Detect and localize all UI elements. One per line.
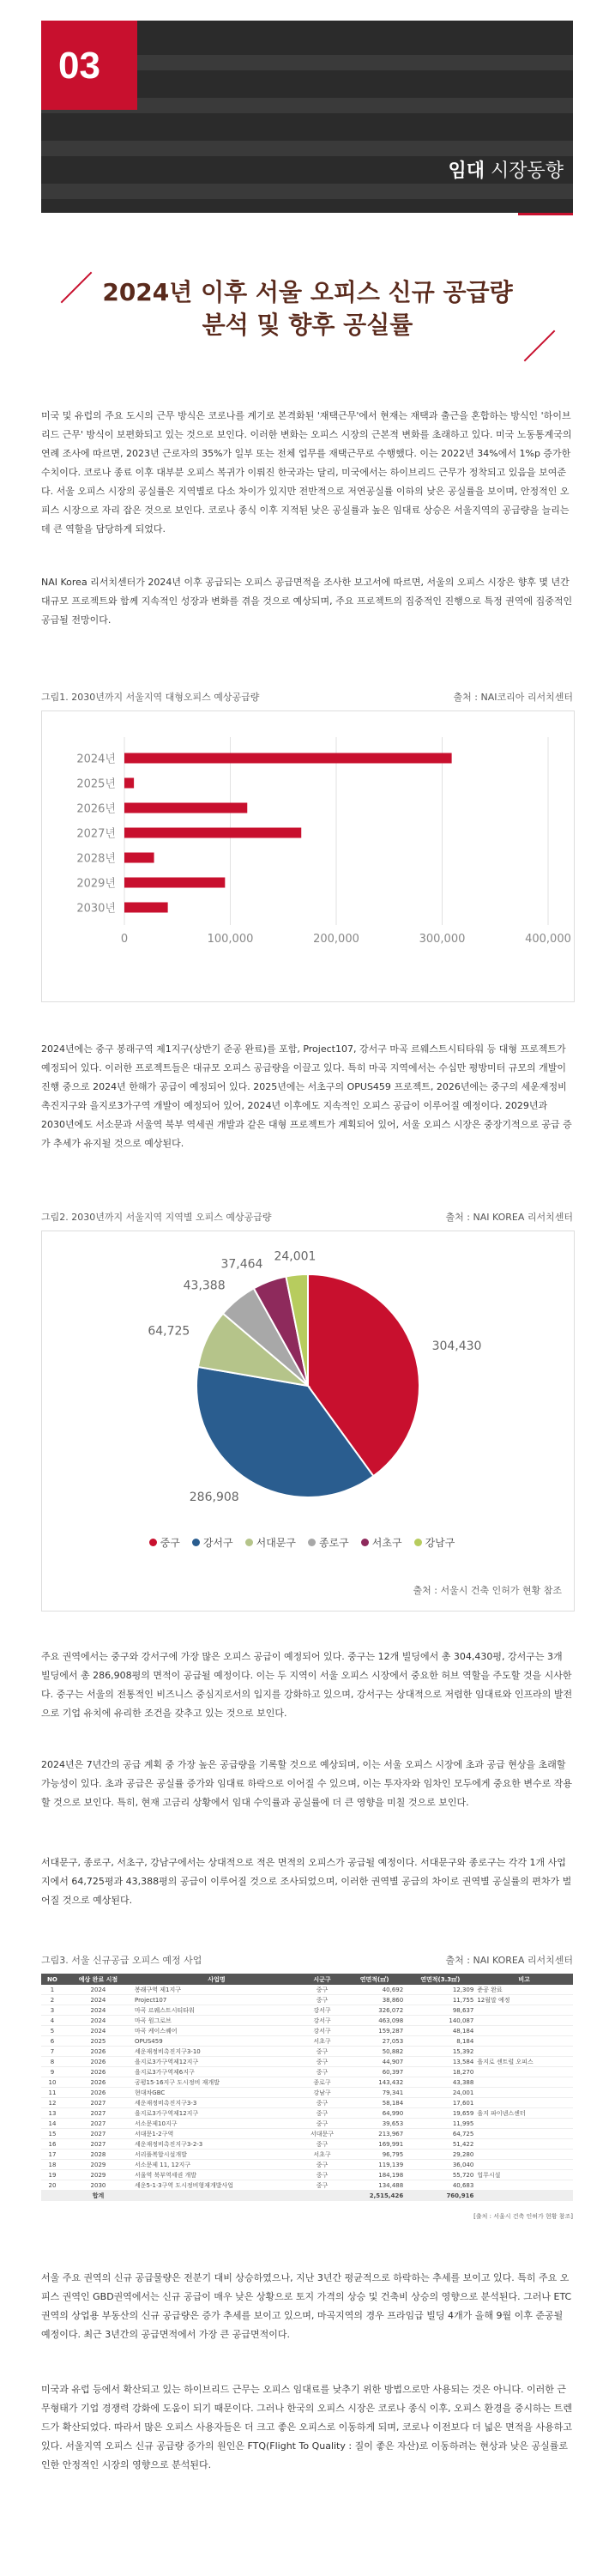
table-cell: 2026 [63,2047,133,2057]
table-cell: 마곡 르웨스트시티타워 [133,2005,300,2016]
table-cell: 2028 [63,2150,133,2160]
table-body [41,1985,573,2201]
table-cell: 을지로 센트럴 오피스 [475,2057,573,2067]
table-cell: 세운재정비촉진지구3-3 [133,2098,300,2108]
header-title-bold: 임대 [448,160,485,182]
table-cell: 463,098 [344,2016,405,2026]
table-cell: 11,995 [405,2119,475,2129]
table-row [41,2036,573,2047]
paragraph-7: 미국과 유럽 등에서 확산되고 있는 하이브리드 근무는 오피스 임대료를 낮추기 위한 방법으로만 사용되는 것은 아니다. 이러한 근무형태가 기업 경쟁력 강화에 도움이 되기 때문이다. 그러나 한국의 오피스 시장은 코로나 종식 이후, 오피스 환경을 중시하는 트렌드가 확산되었다. 따라서 많은 오피스 사용자들은 더 크고 좋은 오피스로 이동하게 되며, 코로나 이전보다 더 넓은 면적을 사용하고 있다. 서울지역 오피스 신규 공급량 증가의 원인은 FTQ(Flight To Quality : 질이 좋은 자산)로 이동하려는 현상과 낮은 공실률로 인한 안정적인 시장의 영향으로 분석된다. [41,2384,572,2470]
table-cell [475,2098,573,2108]
table-row [41,2108,573,2119]
table-cell: 98,637 [405,2005,475,2016]
table-cell [475,2016,573,2026]
paragraph-3: 주요 권역에서는 중구와 강서구에 가장 많은 오피스 공급이 예정되어 있다. 중구는 12개 빌딩에서 총 304,430평, 강서구는 3개 빌딩에서 총 286,908평의 면적이 공급될 예정이다. 이는 두 지역이 서울 오피스 시장에서 중요한 허브 역할을 주도할 것을 시사한다. 중구는 서울의 전통적인 비즈니스 중심지로서의 입지를 강화하고 있으며, 강서구는 상대적으로 저렴한 임대료와 인프라의 발전으로 기업 유치에 유리한 조건을 갖추고 있는 것으로 보인다. [41,1651,573,1719]
legend-label: 서초구 [371,1537,402,1549]
table-cell: 143,432 [344,2077,405,2088]
table-row [41,1985,573,1995]
table-cell: 2027 [63,2098,133,2108]
table-cell: 중구 [300,1995,344,2005]
bar-x-tick-label: 300,000 [419,933,466,946]
table-cell: 8,184 [405,2036,475,2047]
header-title-rest: 시장동향 [484,160,564,182]
figure2-chart-box [41,1231,575,1612]
legend-item [192,1537,233,1549]
table-row [41,2180,573,2191]
table-cell: 16 [41,2139,63,2150]
table-cell: 중구 [300,2108,344,2119]
legend-dot [245,1539,253,1546]
table-cell: 760,916 [405,2191,475,2201]
table-cell: 11,755 [405,1995,475,2005]
table-cell: 을지로3가구역제12지구 [133,2108,300,2119]
figure1-chart-box [41,711,575,1002]
pie-value-label: 43,388 [183,1279,226,1293]
legend-item [308,1537,349,1549]
table-cell: 2 [41,1995,63,2005]
table-cell: 현대차GBC [133,2088,300,2098]
table-row [41,2047,573,2057]
table-cell: 세운5-1·3구역 도시정비형재개발사업 [133,2180,300,2191]
figure1-caption: 그림1. 2030년까지 서울지역 대형오피스 예상공급량 [41,692,260,703]
table-cell [475,2067,573,2077]
legend-label: 강서구 [202,1537,233,1549]
table-row [41,2129,573,2139]
bar-y-tick-label: 2027년 [76,827,116,841]
table-cell: 119,139 [344,2160,405,2170]
table-cell: 중구 [300,2047,344,2057]
figure3-note: [출처 : 서울시 건축 인허가 현황 참조] [473,2213,573,2220]
project-table-wrap [41,1974,573,2201]
bar-y-tick-label: 2026년 [76,802,116,816]
table-row [41,2057,573,2067]
table-cell: 2029 [63,2160,133,2170]
page-title-line-2: 분석 및 향후 공실률 [202,311,413,339]
table-cell: 종로구 [300,2077,344,2088]
table-cell: 1 [41,1985,63,1995]
table-cell: 업무시설 [475,2170,573,2180]
table-cell: 15 [41,2129,63,2139]
table-cell: 184,198 [344,2170,405,2180]
table-row [41,2139,573,2150]
table-cell [475,2160,573,2170]
section-number-badge [41,21,137,110]
table-row [41,2150,573,2160]
table-cell [475,2139,573,2150]
table-cell: 2026 [63,2067,133,2077]
table-row [41,2098,573,2108]
table-cell: 17 [41,2150,63,2160]
figure2-caption: 그림2. 2030년까지 서울지역 지역별 오피스 예상공급량 [41,1212,272,1223]
table-cell: 326,072 [344,2005,405,2016]
table-cell: 세운재정비촉진지구3-10 [133,2047,300,2057]
intro-paragraph-2: NAI Korea 리서치센터가 2024년 이후 공급되는 오피스 공급면적을 조사한 보고서에 따르면, 서울의 오피스 시장은 향후 몇 년간 대규모 프로젝트와 함께 지속적인 성장과 변화를 겪을 것으로 예상되며, 주요 프로젝트의 집중적인 진행으로 특정 권역에 집중적인 공급될 전망이다. [41,577,573,626]
table-cell: 서초구 [300,2150,344,2160]
bar-1 [124,778,134,789]
figure3-source: 출처 : NAI KOREA 리서치센터 [445,1955,573,1966]
figure1-bar-chart [42,711,574,1001]
table-row [41,2026,573,2036]
table-cell: 강서구 [300,2005,344,2016]
table-cell: 13 [41,2108,63,2119]
table-header-cell: 시군구 [300,1974,344,1985]
table-cell: 50,882 [344,2047,405,2057]
table-row [41,1995,573,2005]
table-cell: 2025 [63,2036,133,2047]
table-cell: 159,287 [344,2026,405,2036]
table-row [41,2077,573,2088]
table-cell: 27,053 [344,2036,405,2047]
table-cell: 2024 [63,1995,133,2005]
bar-3 [124,828,301,838]
page-title [0,276,615,342]
table-cell: 합계 [63,2191,133,2201]
legend-item [149,1537,180,1549]
table-cell [475,2191,573,2201]
table-cell: 서울역 북부역세권 개발 [133,2170,300,2180]
table-cell: 4 [41,2016,63,2026]
figure2-pie-chart [42,1231,574,1515]
table-cell: 12,309 [405,1985,475,1995]
table-cell: 준공 완료 [475,1985,573,1995]
table-cell: 2026 [63,2057,133,2067]
table-cell: 169,991 [344,2139,405,2150]
table-row [41,2016,573,2026]
bar-4 [124,853,154,863]
table-cell [475,2026,573,2036]
table-cell: 60,397 [344,2067,405,2077]
table-cell: 38,860 [344,1995,405,2005]
table-cell: 18,270 [405,2067,475,2077]
table-cell: 9 [41,2067,63,2077]
figure3-header [41,1953,573,1967]
table-row [41,2005,573,2016]
table-row [41,2191,573,2201]
bar-0 [124,753,452,764]
table-cell [475,2088,573,2098]
table-row [41,2170,573,2180]
table-cell: 48,184 [405,2026,475,2036]
table-cell: 2024 [63,1985,133,1995]
table-cell: 10 [41,2077,63,2088]
table-header-row [41,1974,573,1985]
table-cell: 중구 [300,2057,344,2067]
table-cell: 봉래구역 제1지구 [133,1985,300,1995]
table-cell [300,2191,344,2201]
table-cell: 24,001 [405,2088,475,2098]
legend-dot [414,1539,422,1546]
table-cell: 7 [41,2047,63,2057]
table-cell: 3 [41,2005,63,2016]
figure3-caption: 그림3. 서울 신규공급 오피스 예정 사업 [41,1955,202,1966]
table-cell: 14 [41,2119,63,2129]
table-cell: 19,659 [405,2108,475,2119]
table-cell: 마곡 케이스퀘어 [133,2026,300,2036]
section-number: 03 [58,45,100,87]
table-cell: 140,087 [405,2016,475,2026]
table-cell: 공평15·16지구 도시정비 재개발 [133,2077,300,2088]
legend-dot [308,1539,316,1546]
table-cell: 서대문구 [300,2129,344,2139]
table-cell: 134,488 [344,2180,405,2191]
table-cell: 서초구 [300,2036,344,2047]
table-row [41,2160,573,2170]
legend-item [414,1537,455,1549]
pie-value-label: 64,725 [148,1324,190,1339]
table-cell: 55,720 [405,2170,475,2180]
bar-y-tick-label: 2029년 [76,877,116,891]
bar-y-tick-label: 2028년 [76,852,116,866]
table-cell: 서소문제 11, 12지구 [133,2160,300,2170]
table-cell: 6 [41,2036,63,2047]
legend-item [361,1537,402,1549]
table-cell [475,2119,573,2129]
table-cell: 세운재정비촉진지구3-2-3 [133,2139,300,2150]
table-cell: 11 [41,2088,63,2098]
table-header-cell: 연면적(3.3㎡) [405,1974,475,1985]
pie-value-label: 37,464 [220,1257,263,1272]
table-cell [41,2191,63,2201]
intro-paragraph-1: 미국 및 유럽의 주요 도시의 근무 방식은 코로나를 계기로 본격화된 '재택근무'에서 현재는 재택과 출근을 혼합하는 방식인 '하이브리드 근무' 방식이 보편화되고 있는 것으로 보인다. 이러한 변화는 오피스 시장의 근본적 변화를 초래하고 있다. 미국 노동통계국의 연례 조사에 따르면, 2023년 근로자의 35%가 일부 또는 전체 업무를 재택근무로 수행했다. 이는 2022년 34%에서 1%p 증가한 수치이다. 코로나 종료 이후 대부분 오피스 복귀가 이뤄진 한국과는 달리, 미국에서는 하이브리드 근무가 정착되고 있음을 보여준다. 서울 오피스 시장의 공실률은 지역별로 다소 차이가 있지만 전반적으로 저연공실률 이하의 낮은 공실률을 보이며, 안정적인 오피스 시장으로 자리 잡은 것으로 보인다. 코로나 종식 이후 지적된 낮은 공실률과 높은 임대료 상승은 서울지역의 공급량을 늘리는데 큰 역할을 담당하게 되었다. [41,410,572,535]
table-header-cell: 연면적(㎡) [344,1974,405,1985]
table-cell: 2026 [63,2088,133,2098]
paragraph-4: 2024년은 7년간의 공급 계획 중 가장 높은 공급량을 기록할 것으로 예상되며, 이는 서울 오피스 시장에 초과 공급 현상을 초래할 가능성이 있다. 초과 공급은 공실률 증가와 임대료 하락으로 이어질 수 있으며, 이는 투자자와 임차인 모두에게 중요한 변수로 작용할 것으로 보인다. 특히, 현재 고금리 상황에서 임대 수익률과 공실률에 더 큰 영향을 미칠 것으로 보인다. [41,1759,572,1808]
legend-dot [192,1539,200,1546]
table-cell: 19 [41,2170,63,2180]
table-cell: 15,392 [405,2047,475,2057]
table-cell: 2027 [63,2119,133,2129]
table-cell: 을지 파이넨스센터 [475,2108,573,2119]
page-title-line-1: 2024년 이후 서울 오피스 신규 공급량 [102,278,513,306]
bar-x-tick-label: 200,000 [313,933,359,946]
table-cell [475,2005,573,2016]
table-cell: 서대문1-2구역 [133,2129,300,2139]
table-cell: 을지로3가구역제12지구 [133,2057,300,2067]
table-cell: 40,683 [405,2180,475,2191]
paragraph-5: 서대문구, 종로구, 서초구, 강남구에서는 상대적으로 적은 면적의 오피스가 공급될 예정이다. 서대문구와 종로구는 각각 1개 사업지에서 64,725평과 43,388평의 공급이 이루어질 것으로 조사되었으며, 이러한 권역별 공급의 차이로 권역별 공실률의 편차가 벌어질 것으로 예상된다. [41,1857,572,1906]
bar-x-tick-label: 0 [120,933,129,946]
legend-label: 종로구 [319,1537,349,1549]
table-cell [133,2191,300,2201]
legend-label: 서대문구 [256,1537,296,1549]
table-cell: 58,184 [344,2098,405,2108]
table-cell: 중구 [300,1985,344,1995]
table-cell: 20 [41,2180,63,2191]
legend-dot [361,1539,369,1546]
bar-y-tick-label: 2025년 [76,777,116,791]
bar-2 [124,803,247,813]
table-row [41,2088,573,2098]
table-cell: 12월말 예정 [475,1995,573,2005]
table-cell: 36,040 [405,2160,475,2170]
bar-y-tick-label: 2024년 [76,753,116,766]
table-cell: 2027 [63,2139,133,2150]
table-cell: 중구 [300,2160,344,2170]
table-cell: 서소문제10지구 [133,2119,300,2129]
table-cell: 중구 [300,2119,344,2129]
table-cell: 12 [41,2098,63,2108]
table-cell: 강서구 [300,2016,344,2026]
table-cell: 5 [41,2026,63,2036]
figure2-header [41,1210,573,1224]
table-cell: 2024 [63,2016,133,2026]
table-cell: 중구 [300,2170,344,2180]
table-cell: 2,515,426 [344,2191,405,2201]
project-table [41,1974,573,2201]
figure2-footnote: 출처 : 서울시 건축 인허가 현황 참조 [413,1585,562,1596]
table-cell: 39,653 [344,2119,405,2129]
legend-dot [149,1539,157,1546]
bar-5 [124,878,225,888]
table-row [41,2119,573,2129]
table-cell: 강남구 [300,2088,344,2098]
table-cell: 64,990 [344,2108,405,2119]
table-cell: 51,422 [405,2139,475,2150]
bar-x-tick-label: 100,000 [207,933,254,946]
table-cell: 2027 [63,2129,133,2139]
figure2-source: 출처 : NAI KOREA 리서치센터 [445,1212,573,1223]
header-title [448,156,564,183]
bar-y-tick-label: 2030년 [76,902,116,916]
table-cell [475,2077,573,2088]
table-cell: 29,280 [405,2150,475,2160]
table-cell [475,2036,573,2047]
bar-x-tick-label: 400,000 [525,933,571,946]
table-cell: 17,601 [405,2098,475,2108]
table-cell: 79,341 [344,2088,405,2098]
pie-value-label: 24,001 [274,1249,317,1264]
table-cell: 중구 [300,2098,344,2108]
table-cell [475,2180,573,2191]
table-cell: 서리풀복합시설개발 [133,2150,300,2160]
legend-label: 중구 [160,1537,180,1549]
table-cell: 44,907 [344,2057,405,2067]
paragraph-6: 서울 주요 권역의 신규 공급물량은 전분기 대비 상승하였으나, 지난 3년간 평균적으로 하락하는 추세를 보이고 있다. 특히 주요 오피스 권역인 GBD권역에서는 신규 공급이 매우 낮은 상황으로 토지 가격의 상승 및 건축비 상승의 영향으로 분석된다. 그러나 ETC권역의 상업용 부동산의 신규 공급량은 증가 추세를 보이고 있으며, 마곡지역의 경우 프라임급 빌딩 4개가 올해 9월 이후 준공될 예정이다. 최근 3년간의 공급면적에서 가장 큰 공급면적이다. [41,2272,572,2340]
bar-6 [124,903,168,913]
table-cell: 43,388 [405,2077,475,2088]
pie-value-label: 304,430 [431,1339,482,1354]
table-cell: 강서구 [300,2026,344,2036]
header-accent-line [518,213,573,215]
table-cell: 2030 [63,2180,133,2191]
legend-label: 강남구 [425,1537,455,1549]
table-cell: 마곡 원그로브 [133,2016,300,2026]
table-header-cell: 예상 완료 시점 [63,1974,133,1985]
table-cell: 2024 [63,2005,133,2016]
table-header-cell: NO [41,1974,63,1985]
table-cell: OPUS459 [133,2036,300,2047]
table-cell: 8 [41,2057,63,2067]
table-cell: 96,795 [344,2150,405,2160]
table-cell: 2026 [63,2077,133,2088]
table-cell: 중구 [300,2067,344,2077]
table-cell: 2029 [63,2170,133,2180]
table-cell: 2027 [63,2108,133,2119]
table-cell: 18 [41,2160,63,2170]
table-header-cell: 비고 [475,1974,573,1985]
figure1-header [41,690,573,704]
table-row [41,2067,573,2077]
table-cell: 13,584 [405,2057,475,2067]
paragraph-2: 2024년에는 중구 봉래구역 제1지구(상반기 준공 완료)를 포함, Project107, 강서구 마곡 르웨스트시티타워 등 대형 프로젝트가 예정되어 있다. 이러한 프로젝트들은 대규모 오피스 공급량을 이끌고 있다. 특히 마곡 지역에서는 수십만 평방미터 규모의 개발이 진행 중으로 2024년 한해가 공급이 예정되어 있다. 2025년에는 서초구의 OPUS459 프로젝트, 2026년에는 중구의 세운재정비촉진지구와 을지로3가구역 개발이 예정되어 있어, 2024년 이후에도 지속적인 오피스 공급이 이루어질 예정이다. 2029년과 2030년에도 서소문과 서울역 북부 역세권 개발과 같은 대형 프로젝트가 계획되어 있어, 서울 오피스 시장은 중장기적으로 공급 증가 추세가 유지될 것으로 예상된다. [41,1043,572,1149]
table-cell: 213,967 [344,2129,405,2139]
table-cell [475,2150,573,2160]
table-cell: 40,692 [344,1985,405,1995]
table-cell: 64,725 [405,2129,475,2139]
legend-item [245,1537,296,1549]
figure2-legend [42,1535,574,1550]
table-cell: 을지로3가구역제6지구 [133,2067,300,2077]
pie-value-label: 286,908 [189,1491,239,1505]
table-cell: 중구 [300,2139,344,2150]
figure1-source: 출처 : NAI코리아 리서치센터 [453,692,573,703]
table-cell [475,2129,573,2139]
table-cell: 2024 [63,2026,133,2036]
table-cell: Project107 [133,1995,300,2005]
table-cell [475,2047,573,2057]
table-cell: 중구 [300,2180,344,2191]
table-header-cell: 사업명 [133,1974,300,1985]
